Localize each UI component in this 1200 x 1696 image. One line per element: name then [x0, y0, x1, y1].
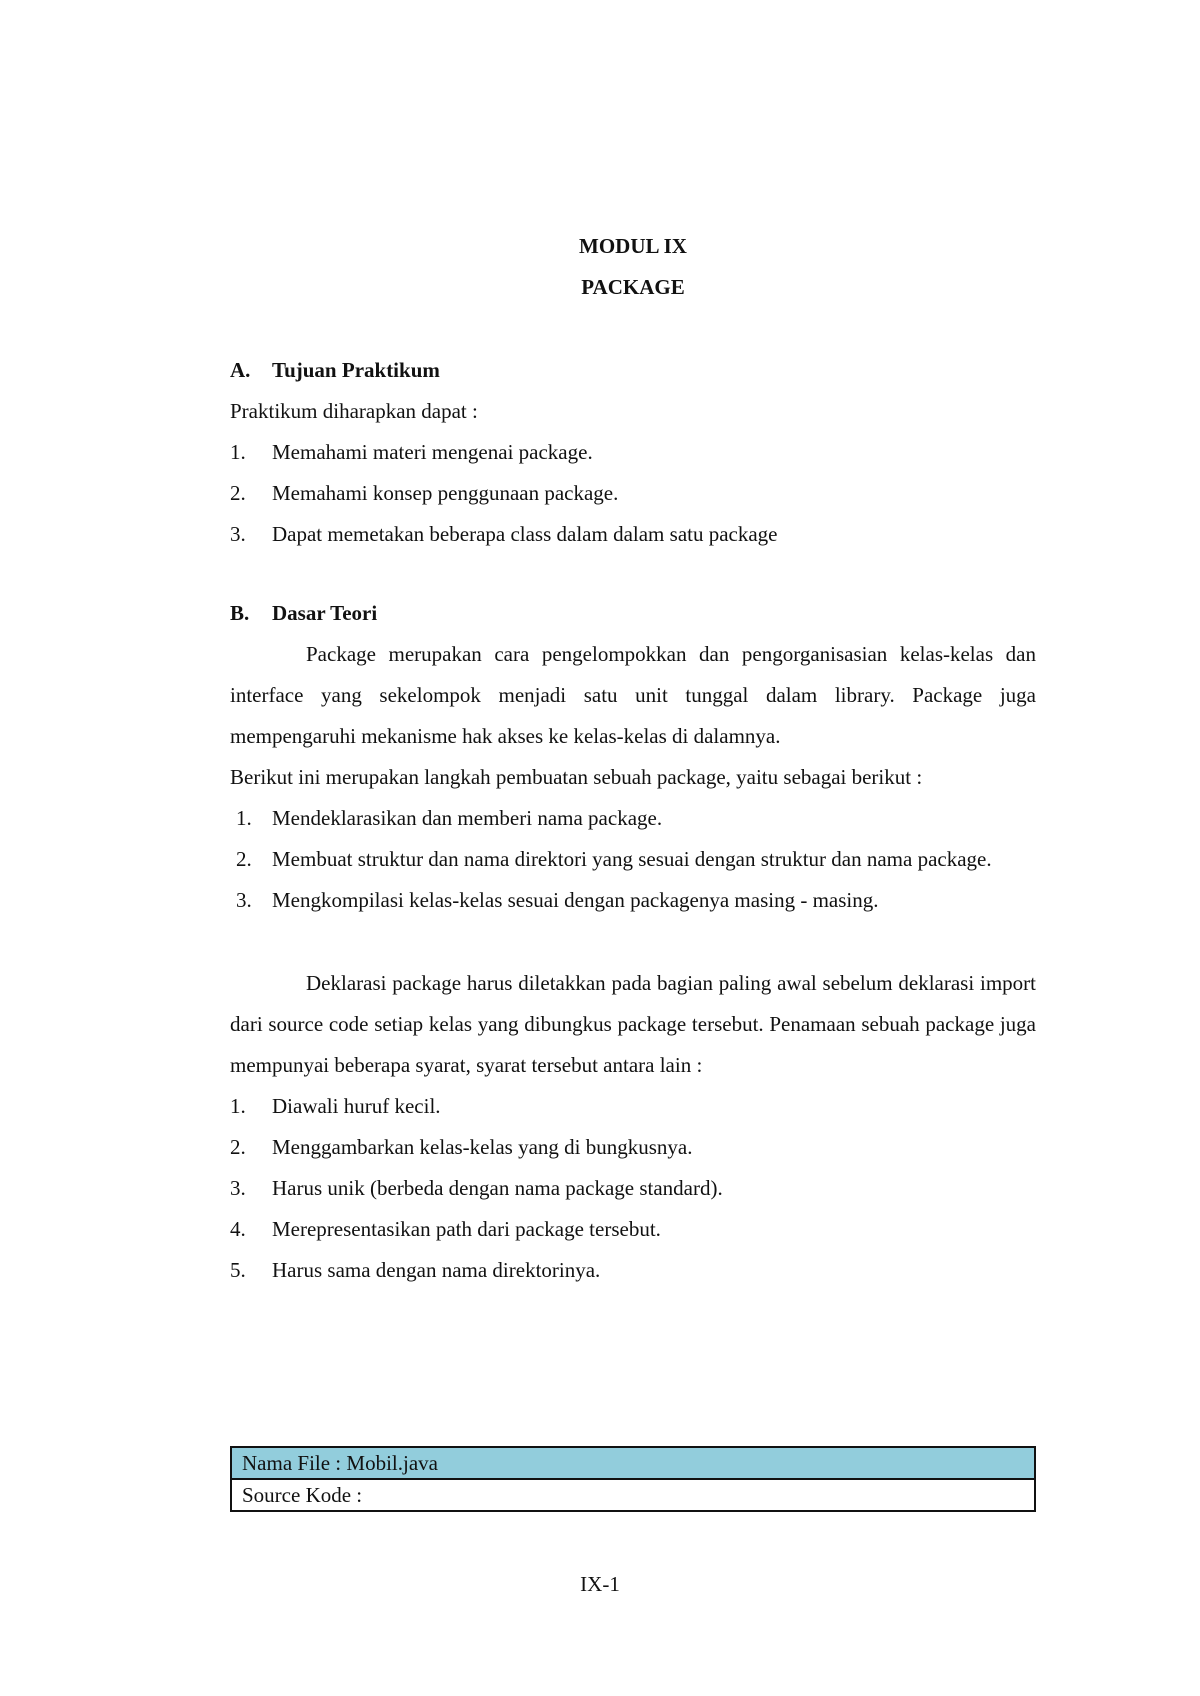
list-item [230, 473, 1036, 514]
page-number: IX-1 [580, 1572, 620, 1596]
steps-intro: Berikut ini merupakan langkah pembuatan sebuah package, yaitu sebagai berikut : [230, 765, 923, 789]
section-b-heading [230, 593, 1036, 634]
list-item-number: 3. [230, 522, 246, 546]
section-b-letter: B. [230, 601, 250, 625]
naming-rules-list [230, 1086, 1036, 1291]
list-item-number: 3. [230, 1176, 246, 1200]
list-item-text: Mengkompilasi kelas-kelas sesuai dengan packagenya masing - masing. [272, 888, 879, 912]
theory-paragraph-2: Deklarasi package harus diletakkan pada bagian paling awal sebelum deklarasi import dari source code setiap kelas yang dibungkus package tersebut. Penamaan sebuah package juga mempunyai beberapa syarat, syarat tersebut antara lain : [230, 971, 1036, 1077]
list-item-number: 1. [230, 440, 246, 464]
list-item-number: 2. [230, 1135, 246, 1159]
theory-paragraph-1: Package merupakan cara pengelompokkan dan pengorganisasian kelas-kelas dan interface yang sekelompok menjadi satu unit tunggal dalam library. Package juga mempengaruhi mekanisme hak akses ke kelas-kelas di dalamnya. [230, 642, 1036, 748]
section-b-title: Dasar Teori [272, 601, 378, 625]
list-item [230, 1086, 1036, 1127]
page-content [230, 226, 1036, 1291]
list-item [230, 1127, 1036, 1168]
list-item-number: 1. [230, 1094, 246, 1118]
list-item [230, 1209, 1036, 1250]
section-a-heading [230, 350, 1036, 391]
source-file-table [230, 1446, 1036, 1512]
source-code-cell: Source Kode : [231, 1479, 1035, 1511]
file-name-cell: Nama File : Mobil.java [231, 1447, 1035, 1479]
list-item-text: Dapat memetakan beberapa class dalam dalam satu package [272, 522, 778, 546]
list-item-text: Memahami materi mengenai package. [272, 440, 593, 464]
list-item-number: 2. [230, 481, 246, 505]
steps-list [230, 798, 1036, 921]
list-item-text: Diawali huruf kecil. [272, 1094, 441, 1118]
section-a-letter: A. [230, 358, 251, 382]
objectives-list [230, 432, 1036, 555]
list-item [230, 1250, 1036, 1291]
list-item-number: 5. [230, 1258, 246, 1282]
list-item-text: Harus sama dengan nama direktorinya. [272, 1258, 601, 1282]
list-item [230, 798, 1036, 839]
module-title: MODUL IX [579, 234, 687, 258]
list-item-text: Harus unik (berbeda dengan nama package standard). [272, 1176, 723, 1200]
list-item [230, 839, 1036, 880]
list-item-text: Merepresentasikan path dari package tersebut. [272, 1217, 661, 1241]
section-a-intro: Praktikum diharapkan dapat : [230, 399, 478, 423]
module-topic: PACKAGE [581, 275, 685, 299]
list-item-number: 2. [236, 847, 252, 871]
section-a-title: Tujuan Praktikum [272, 358, 440, 382]
table-row [231, 1479, 1035, 1511]
list-item [230, 514, 1036, 555]
list-item-number: 3. [236, 888, 252, 912]
list-item-number: 1. [236, 806, 252, 830]
table-row [231, 1447, 1035, 1479]
list-item-text: Mendeklarasikan dan memberi nama package. [272, 806, 663, 830]
list-item-text: Membuat struktur dan nama direktori yang sesuai dengan struktur dan nama package. [272, 847, 992, 871]
list-item-text: Menggambarkan kelas-kelas yang di bungkusnya. [272, 1135, 693, 1159]
list-item-number: 4. [230, 1217, 246, 1241]
list-item [230, 880, 1036, 921]
list-item [230, 1168, 1036, 1209]
list-item [230, 432, 1036, 473]
list-item-text: Memahami konsep penggunaan package. [272, 481, 619, 505]
